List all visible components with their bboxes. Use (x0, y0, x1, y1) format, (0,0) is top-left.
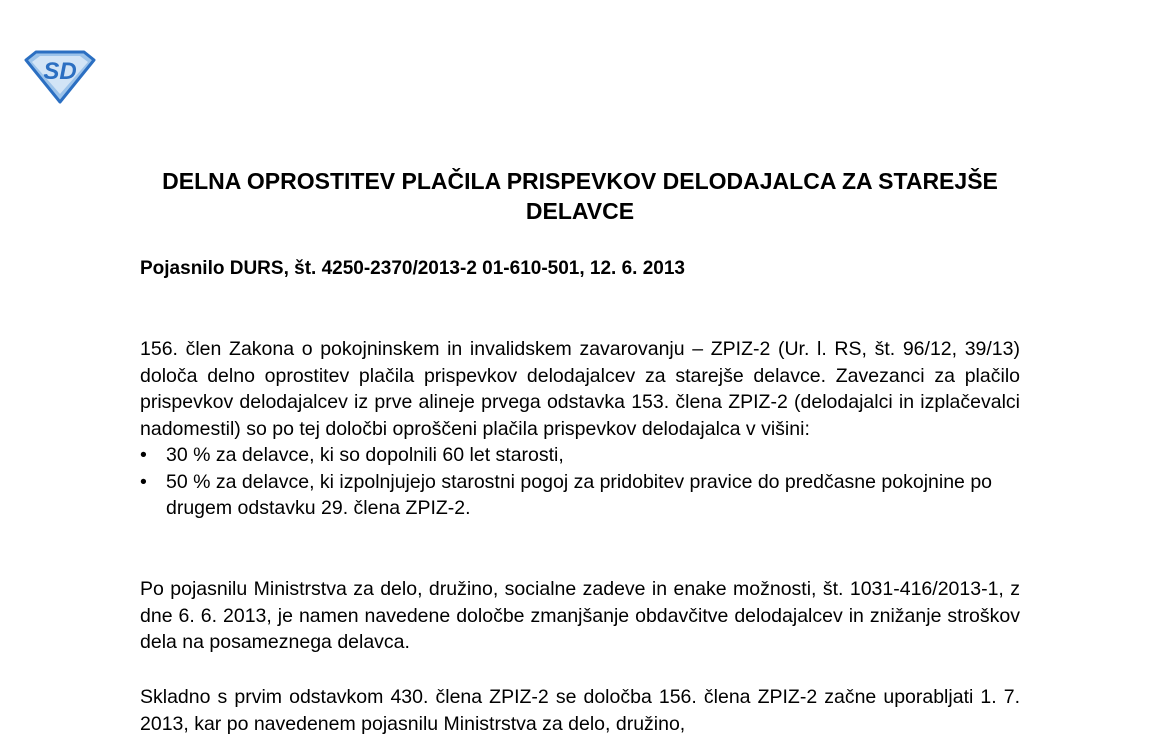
logo-letters: SD (43, 58, 77, 85)
list-item-text: 50 % za delavce, ki izpolnjujejo starostni pogoj za pridobitev pravice do predčasne pokojnine po drugem odstavku 29. člena ZPIZ-2. (166, 470, 993, 519)
list-item (140, 442, 1020, 469)
bullet-list (140, 442, 1020, 522)
document-title: DELNA OPROSTITEV PLAČILA PRISPEVKOV DELODAJALCA ZA STAREJŠE DELAVCE (162, 168, 998, 224)
company-logo (22, 50, 96, 104)
bullet-icon: • (140, 470, 147, 493)
paragraph-intro-block (140, 336, 1020, 522)
list-item (140, 469, 1020, 522)
document-subtitle: Pojasnilo DURS, št. 4250-2370/2013-2 01-610-501, 12. 6. 2013 (140, 258, 685, 279)
bullet-icon: • (140, 444, 147, 466)
paragraph-application: Skladno s prvim odstavkom 430. člena ZPIZ-2 se določba 156. člena ZPIZ-2 začne uporabljati 1. 7. 2013, kar po navedenem pojasnilu Ministrstva za delo, družino, (140, 686, 1020, 735)
list-item-text: 30 % za delavce, ki so dopolnili 60 let starosti, (166, 444, 564, 466)
paragraph-intro: 156. člen Zakona o pokojninskem in invalidskem zavarovanju – ZPIZ-2 (Ur. l. RS, št. 96/12, 39/13) določa delno oprostitev plačila prispevkov delodajalcev za starejše delavce. Zavezanci za plačilo prispevkov delodajalcev iz prve alineje prvega odstavka 153. člena ZPIZ-2 (delodajalci in izplačevalci nadomestil) so po tej določbi oproščeni plačila prispevkov delodajalca v višini: (140, 338, 1020, 440)
paragraph-ministry: Po pojasnilu Ministrstva za delo, družino, socialne zadeve in enake možnosti, št. 1031-416/2013-1, z dne 6. 6. 2013, je namen navedene določbe zmanjšanje obdavčitve delodajalcev in znižanje stroškov dela na posameznega delavca. (140, 578, 1020, 653)
